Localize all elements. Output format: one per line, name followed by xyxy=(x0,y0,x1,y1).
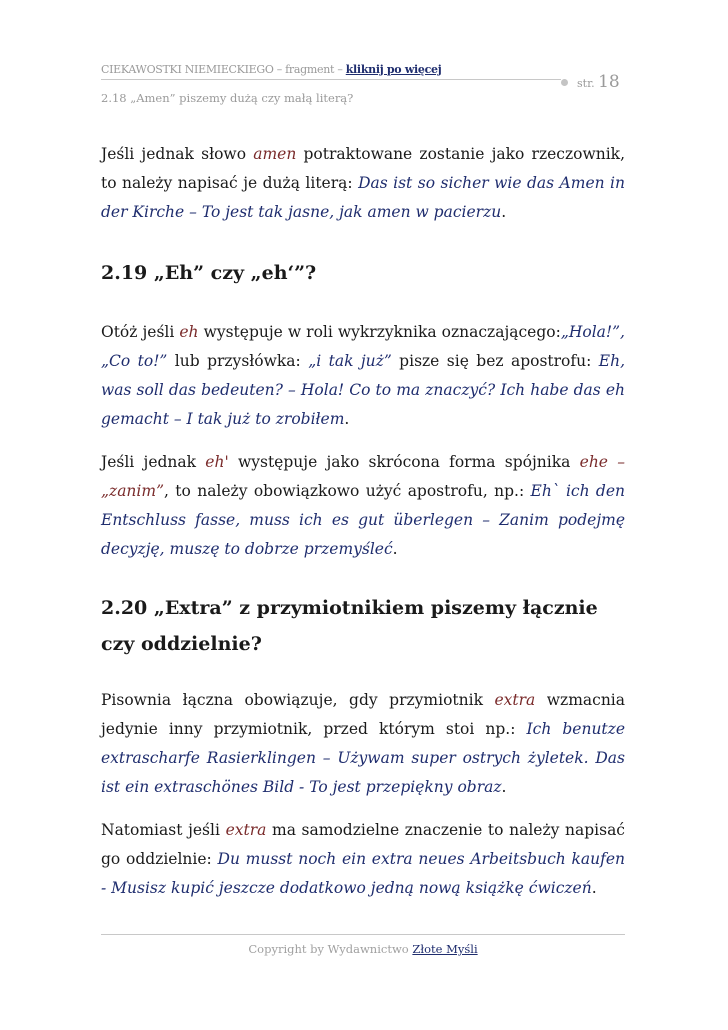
paragraph-extra-2 xyxy=(101,816,625,903)
text: pisze się bez apostrofu: xyxy=(391,352,599,370)
text: . xyxy=(392,540,398,558)
paragraph-eh-1 xyxy=(101,318,625,434)
paragraph-eh-2 xyxy=(101,448,625,564)
footer xyxy=(101,942,625,956)
page-indicator xyxy=(577,72,620,92)
text: występuje jako skrócona forma spójnika xyxy=(228,453,580,471)
text: ma samodzielne znaczenie to należy napisać go oddzielnie: xyxy=(101,821,625,868)
example: Das ist so sicher wie das Amen in der Kirche – To jest tak jasne, jak amen w pacierzu xyxy=(101,174,625,221)
term: extra xyxy=(225,821,267,839)
text: potraktowane zostanie jako rzeczownik, to należy napisać je dużą literą: xyxy=(101,145,626,192)
example: Eh` ich den Entschluss fasse, muss ich es gut überlegen – Zanim podejmę decyzję, muszę to dobrze przemyśleć xyxy=(101,482,625,558)
text: . xyxy=(501,203,507,221)
section-heading-2-19: 2.19 „Eh” czy „eh‘”? xyxy=(101,262,317,284)
text: wzmacnia jedynie inny przymiotnik, przed którym stoi np.: xyxy=(101,691,625,738)
text: Otóż jeśli xyxy=(101,323,180,341)
example: „i tak już” xyxy=(308,352,392,370)
header-title xyxy=(101,63,561,80)
example: Du musst noch ein extra neues Arbeitsbuch kaufen - Musisz kupić jeszcze dodatkowo jedną nową książkę ćwiczeń xyxy=(101,850,625,897)
paragraph-amen xyxy=(101,140,625,227)
text: lub przysłówka: xyxy=(167,352,309,370)
example: Eh, was soll das bedeuten? – Hola! Co to ma znaczyć? Ich habe das eh gemacht – I tak już to zrobiłem xyxy=(101,352,625,428)
term: eh xyxy=(179,323,199,341)
term: extra xyxy=(494,691,536,709)
term: amen xyxy=(253,145,297,163)
text: występuje w roli wykrzyknika oznaczającego: xyxy=(198,323,561,341)
main-content xyxy=(101,140,625,903)
text: . xyxy=(591,879,597,897)
term: eh' xyxy=(205,453,229,471)
header-subtitle: 2.18 „Amen” piszemy dużą czy małą literą? xyxy=(101,91,354,105)
publisher-link[interactable]: Złote Myśli xyxy=(412,942,478,956)
paragraph-extra-1 xyxy=(101,686,625,802)
page-number: 18 xyxy=(598,72,620,92)
text: Pisownia łączna obowiązuje, gdy przymiotnik xyxy=(101,691,495,709)
text: Natomiast jeśli xyxy=(101,821,226,839)
text: Jeśli jednak xyxy=(101,453,206,471)
example: „Hola!”, „Co to!” xyxy=(101,323,625,370)
example: Ich benutze extrascharfe Rasierklingen – Używam super ostrych żyletek. Das ist ein extraschönes Bild - To jest przepiękny obraz xyxy=(101,720,626,796)
more-link[interactable]: kliknij po więcej xyxy=(345,63,442,76)
text: . xyxy=(344,410,350,428)
page-label: str. xyxy=(577,77,599,90)
bullet-icon xyxy=(561,79,568,86)
text: . xyxy=(501,778,507,796)
section-heading-2-20: 2.20 „Extra” z przymiotnikiem piszemy łącznie czy oddzielnie? xyxy=(101,597,598,655)
text: Jeśli jednak słowo xyxy=(101,145,254,163)
footer-text: Copyright by Wydawnictwo xyxy=(248,942,413,956)
text: , to należy obowiązkowo użyć apostrofu, np.: xyxy=(164,482,531,500)
header-prefix: CIEKAWOSTKI NIEMIECKIEGO – fragment – xyxy=(101,63,346,76)
term: ehe – „zanim” xyxy=(101,453,625,500)
footer-divider xyxy=(101,934,625,935)
